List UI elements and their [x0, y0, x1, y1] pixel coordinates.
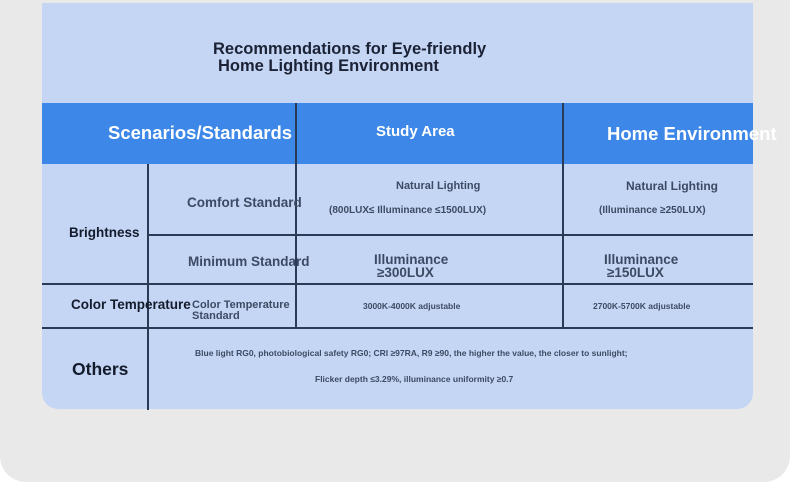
- others-line-1: Blue light RG0, photobiological safety RG0; CRI ≥97RA, R9 ≥90, the higher the value, the closer to sunlight;: [195, 348, 628, 358]
- minimum-home-line-1: Illuminance: [604, 252, 679, 267]
- minimum-study-line-2: ≥300LUX: [377, 265, 434, 280]
- color-temp-sub-line-2: Standard: [192, 310, 240, 322]
- header-scenarios: Scenarios/Standards: [108, 122, 293, 143]
- row-label-others: Others: [72, 359, 129, 379]
- comfort-home-line-2: (Illuminance ≥250LUX): [599, 205, 706, 216]
- grid-line: [147, 164, 149, 410]
- grid-line: [562, 103, 564, 329]
- grid-line: [42, 283, 753, 285]
- lighting-table-card: [42, 3, 777, 409]
- minimum-standard-label: Minimum Standard: [188, 254, 310, 269]
- table-title: [213, 41, 543, 75]
- header-row: [42, 103, 777, 164]
- minimum-study-line-1: Illuminance: [374, 252, 449, 267]
- comfort-home-line-1: Natural Lighting: [626, 179, 718, 193]
- color-temp-sub-line-1: Color Temperature: [192, 299, 290, 311]
- others-line-2: Flicker depth ≤3.29%, illuminance uniformity ≥0.7: [315, 374, 514, 384]
- minimum-home-value: [604, 253, 678, 279]
- minimum-home-line-2: ≥150LUX: [607, 265, 664, 280]
- color-temp-home-value: 2700K-5700K adjustable: [593, 301, 691, 311]
- title-line-2: Home Lighting Environment: [218, 57, 439, 75]
- header-study-area: Study Area: [376, 123, 455, 140]
- minimum-study-value: [374, 253, 448, 279]
- row-label-color-temperature: Color Temperature: [71, 297, 191, 312]
- comfort-study-line-2: (800LUX≤ Illuminance ≤1500LUX): [329, 205, 487, 216]
- comfort-standard-label: Comfort Standard: [187, 195, 302, 210]
- color-temp-study-value: 3000K-4000K adjustable: [363, 301, 461, 311]
- grid-line: [295, 103, 297, 329]
- color-temperature-standard-label: [192, 300, 290, 322]
- grid-line: [147, 234, 753, 236]
- header-home-environment: Home Environment: [607, 123, 777, 144]
- comfort-study-line-1: Natural Lighting: [396, 180, 481, 192]
- title-line-1: Recommendations for Eye-friendly: [213, 40, 487, 58]
- grid-line: [42, 327, 753, 329]
- row-label-brightness: Brightness: [69, 225, 140, 240]
